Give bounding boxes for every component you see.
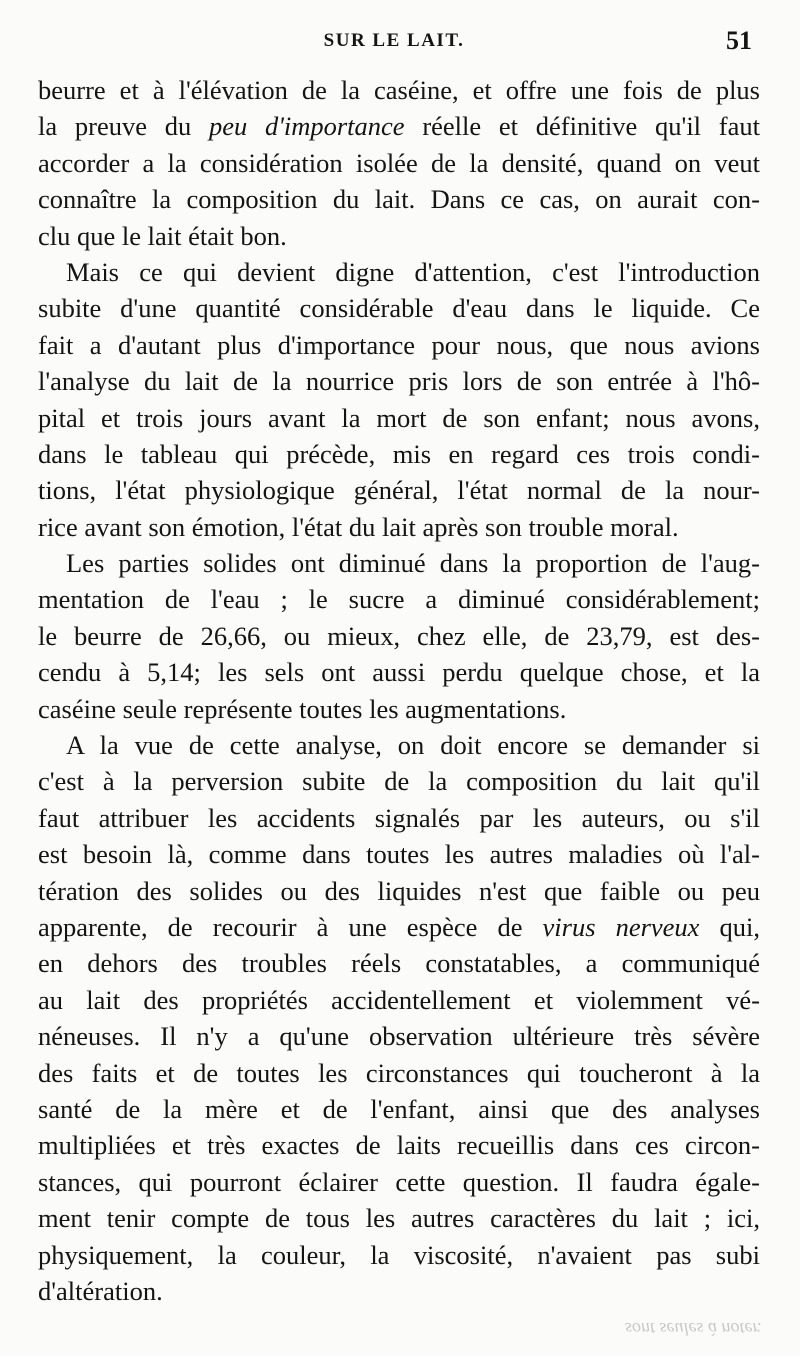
bleed-through-text: sont seules à noter.	[625, 1319, 762, 1339]
text-line: physiquement, la couleur, la viscosité, n'avaient pas subi	[38, 1239, 760, 1270]
text-line: multipliées et très exactes de laits recueillis dans ces circon-	[38, 1130, 760, 1161]
text-line: rice avant son émotion, l'état du lait après son trouble moral.	[38, 511, 679, 542]
paragraph-start: Les parties solides ont diminué dans la proportion de l'aug-	[66, 548, 760, 579]
text-line: la preuve du peu d'importance réelle et définitive qu'il faut	[38, 111, 760, 142]
text-line: caséine seule représente toutes les augmentations.	[38, 693, 567, 724]
text-line: l'analyse du lait de la nourrice pris lors de son entrée à l'hô-	[38, 366, 760, 397]
text-line: stances, qui pourront éclairer cette question. Il faudra égale-	[38, 1166, 760, 1197]
text-line: mentation de l'eau ; le sucre a diminué considérablement;	[38, 584, 760, 615]
paragraph-start: Mais ce qui devient digne d'attention, c'est l'introduction	[66, 256, 760, 287]
text-line: apparente, de recourir à une espèce de virus nerveux qui,	[38, 911, 760, 942]
italic-phrase: virus nerveux	[542, 911, 700, 942]
text-line: dans le tableau qui précède, mis en regard ces trois condi-	[38, 438, 760, 469]
text-line: subite d'une quantité considérable d'eau dans le liquide. Ce	[38, 293, 760, 324]
text-line: connaître la composition du lait. Dans ce cas, on aurait con-	[38, 184, 760, 215]
text-line: clu que le lait était bon.	[38, 220, 287, 251]
text-line: accorder a la considération isolée de la densité, quand on veut	[38, 147, 760, 178]
text-line: néneuses. Il n'y a qu'une observation ultérieure très sévère	[38, 1021, 760, 1052]
text-line: c'est à la perversion subite de la composition du lait qu'il	[38, 766, 760, 797]
text-line: beurre et à l'élévation de la caséine, et offre une fois de plus	[38, 75, 760, 105]
text-line: est besoin là, comme dans toutes les autres maladies où l'al-	[38, 839, 760, 870]
text-line: faut attribuer les accidents signalés par les auteurs, ou s'il	[38, 802, 760, 833]
running-head: SUR LE LAIT.	[323, 30, 465, 51]
text-line: santé de la mère et de l'enfant, ainsi que des analyses	[38, 1093, 760, 1124]
italic-phrase: peu d'importance	[208, 111, 405, 142]
text-line: pital et trois jours avant la mort de son enfant; nous avons,	[38, 402, 760, 433]
text-line: ment tenir compte de tous les autres caractères du lait ; ici,	[38, 1203, 760, 1234]
text-line: d'altération.	[38, 1275, 163, 1306]
text-line: tération des solides ou des liquides n'est que faible ou peu	[38, 875, 760, 906]
text-line: tions, l'état physiologique général, l'état normal de la nour-	[38, 475, 760, 506]
body-text	[38, 72, 760, 1309]
text-line: cendu à 5,14; les sels ont aussi perdu quelque chose, et la	[38, 657, 760, 688]
page-header	[36, 26, 752, 66]
text-line: au lait des propriétés accidentellement et violemment vé-	[38, 984, 760, 1015]
paragraph-start: A la vue de cette analyse, on doit encore se demander si	[66, 730, 760, 761]
text-line: des faits et de toutes les circonstances qui toucheront à la	[38, 1057, 760, 1088]
text-line: le beurre de 26,66, ou mieux, chez elle, de 23,79, est des-	[38, 620, 760, 651]
text-line: en dehors des troubles réels constatables, a communiqué	[38, 948, 760, 979]
page-number: 51	[726, 26, 752, 55]
text-line: fait a d'autant plus d'importance pour nous, que nous avions	[38, 329, 760, 360]
